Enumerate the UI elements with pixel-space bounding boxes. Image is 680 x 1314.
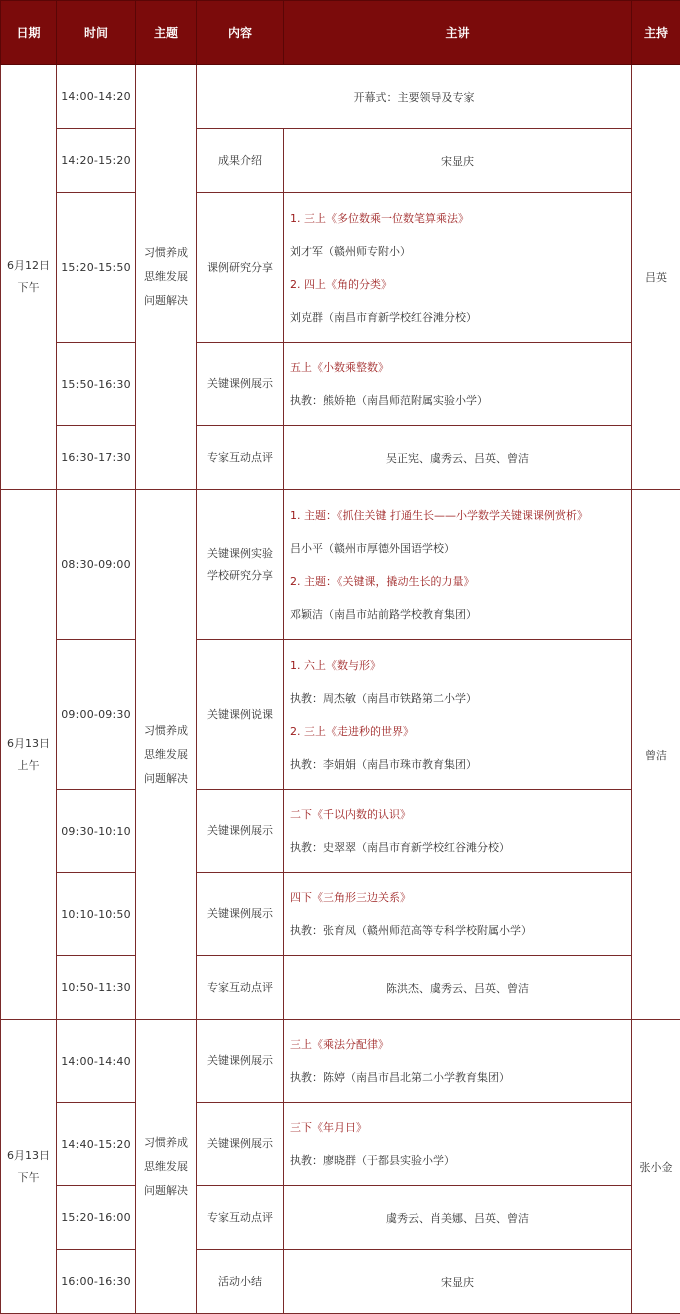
- table-row: [1, 640, 680, 790]
- header-speaker: 主讲: [284, 1, 632, 65]
- time-cell: 15:20-16:00: [57, 1186, 136, 1250]
- session-period: 下午: [17, 281, 40, 294]
- schedule-body: [1, 65, 680, 1314]
- theme-cell: [136, 490, 197, 1020]
- table-row: [1, 873, 680, 956]
- content-cell: [197, 129, 284, 193]
- theme-line: 问题解决: [144, 1183, 188, 1197]
- table-row: [1, 65, 680, 129]
- header-content: 内容: [197, 1, 284, 65]
- time-cell: 08:30-09:00: [57, 490, 136, 640]
- lesson-title: 五上《小数乘整数》: [290, 361, 389, 374]
- date-cell: [1, 1020, 57, 1314]
- lesson-teacher: 执教：熊娇艳（南昌师范附属实验小学）: [290, 394, 488, 407]
- content-line: 成果介绍: [218, 153, 262, 167]
- time-cell: 09:30-10:10: [57, 790, 136, 873]
- lesson-title: 2. 三上《走进秒的世界》: [290, 724, 414, 738]
- speaker-cell: [284, 790, 632, 873]
- content-line: 专家互动点评: [207, 980, 273, 994]
- time-cell: 15:50-16:30: [57, 343, 136, 426]
- table-row: [1, 1020, 680, 1103]
- table-row: [1, 1103, 680, 1186]
- theme-cell: [136, 1020, 197, 1314]
- speaker-cell: [284, 873, 632, 956]
- theme-line: 习惯养成: [144, 246, 188, 259]
- session-date: 6月13日: [7, 736, 50, 750]
- content-line: 活动小结: [218, 1274, 262, 1288]
- speaker-cell: 陈洪杰、虞秀云、吕英、曾洁: [284, 956, 632, 1020]
- content-cell: [197, 1250, 284, 1314]
- content-line: 专家互动点评: [207, 1210, 273, 1224]
- time-cell: 16:00-16:30: [57, 1250, 136, 1314]
- session-period: 上午: [17, 758, 40, 772]
- lesson-teacher: 执教：史翠翠（南昌市育新学校红谷滩分校）: [290, 841, 510, 854]
- time-cell: 10:10-10:50: [57, 873, 136, 956]
- theme-cell: [136, 65, 197, 490]
- lesson-teacher: 执教：周杰敏（南昌市铁路第二小学）: [290, 691, 477, 705]
- lesson-title: 1. 六上《数与形》: [290, 658, 381, 672]
- lesson-title: 1. 三上《多位数乘一位数笔算乘法》: [290, 211, 469, 225]
- table-row: [1, 343, 680, 426]
- content-line: 关键课例说课: [207, 707, 273, 721]
- header-row: [1, 1, 680, 65]
- header-time: 时间: [57, 1, 136, 65]
- content-cell: [197, 1103, 284, 1186]
- theme-line: 问题解决: [144, 294, 188, 307]
- lesson-teacher: 执教：廖晓群（于都县实验小学）: [290, 1154, 455, 1167]
- time-cell: 16:30-17:30: [57, 426, 136, 490]
- table-row: [1, 956, 680, 1020]
- content-cell: [197, 640, 284, 790]
- speaker-cell: 吴正宪、虞秀云、吕英、曾洁: [284, 426, 632, 490]
- time-cell: 14:40-15:20: [57, 1103, 136, 1186]
- host-cell: 吕英: [632, 65, 680, 490]
- theme-line: 思维发展: [144, 747, 188, 761]
- content-line: 专家互动点评: [207, 450, 273, 464]
- time-cell: 10:50-11:30: [57, 956, 136, 1020]
- time-cell: 09:00-09:30: [57, 640, 136, 790]
- theme-line: 习惯养成: [144, 1135, 188, 1149]
- speaker-cell: [284, 343, 632, 426]
- speaker-cell: 宋显庆: [284, 1250, 632, 1314]
- speaker-cell: [284, 490, 632, 640]
- lesson-teacher: 刘克群（南昌市育新学校红谷滩分校）: [290, 310, 477, 324]
- lesson-teacher: 执教：李娟娟（南昌市珠市教育集团）: [290, 757, 477, 771]
- session-date: 6月13日: [7, 1148, 50, 1162]
- time-cell: 14:20-15:20: [57, 129, 136, 193]
- content-line: 关键课例展示: [207, 1137, 273, 1150]
- theme-line: 思维发展: [144, 270, 188, 283]
- content-line: 课例研究分享: [207, 260, 273, 274]
- content-cell: [197, 1186, 284, 1250]
- speaker-cell: [284, 193, 632, 343]
- lesson-teacher: 刘才军（赣州师专附小）: [290, 244, 411, 258]
- lesson-teacher: 执教：张育凤（赣州师范高等专科学校附属小学）: [290, 924, 532, 937]
- lesson-title: 2. 主题：《关键课，撬动生长的力量》: [290, 574, 475, 588]
- content-cell: [197, 790, 284, 873]
- lesson-title: 四下《三角形三边关系》: [290, 891, 411, 904]
- time-cell: 14:00-14:20: [57, 65, 136, 129]
- table-row: [1, 426, 680, 490]
- speaker-cell: 虞秀云、肖美娜、吕英、曾洁: [284, 1186, 632, 1250]
- lesson-title: 二下《千以内数的认识》: [290, 808, 411, 821]
- lesson-teacher: 邓颖洁（南昌市站前路学校教育集团）: [290, 607, 477, 621]
- host-cell: 张小金: [632, 1020, 680, 1314]
- content-line: 关键课例展示: [207, 1054, 273, 1067]
- theme-line: 习惯养成: [144, 723, 188, 737]
- table-row: [1, 193, 680, 343]
- session-period: 下午: [17, 1170, 40, 1184]
- content-line: 关键课例展示: [207, 907, 273, 920]
- lesson-teacher: 吕小平（赣州市厚德外国语学校）: [290, 541, 455, 555]
- content-line: 关键课例展示: [207, 824, 273, 837]
- date-cell: [1, 65, 57, 490]
- header-theme: 主题: [136, 1, 197, 65]
- content-cell: [197, 426, 284, 490]
- merged-cell: 开幕式：主要领导及专家: [197, 65, 632, 129]
- content-cell: [197, 343, 284, 426]
- content-line: 关键课例实验: [207, 546, 273, 560]
- speaker-cell: [284, 640, 632, 790]
- time-cell: 15:20-15:50: [57, 193, 136, 343]
- table-row: [1, 1250, 680, 1314]
- header-host: 主持: [632, 1, 680, 65]
- table-row: [1, 490, 680, 640]
- lesson-teacher: 执教：陈婷（南昌市昌北第二小学教育集团）: [290, 1071, 510, 1084]
- session-date: 6月12日: [7, 259, 50, 272]
- time-cell: 14:00-14:40: [57, 1020, 136, 1103]
- content-line: 关键课例展示: [207, 377, 273, 390]
- host-cell: 曾洁: [632, 490, 680, 1020]
- speaker-cell: 宋显庆: [284, 129, 632, 193]
- content-cell: [197, 490, 284, 640]
- theme-line: 思维发展: [144, 1159, 188, 1173]
- speaker-cell: [284, 1020, 632, 1103]
- lesson-title: 2. 四上《角的分类》: [290, 277, 392, 291]
- table-row: [1, 790, 680, 873]
- table-row: [1, 1186, 680, 1250]
- theme-line: 问题解决: [144, 771, 188, 785]
- header-date: 日期: [1, 1, 57, 65]
- date-cell: [1, 490, 57, 1020]
- content-cell: [197, 873, 284, 956]
- speaker-cell: [284, 1103, 632, 1186]
- content-line: 学校研究分享: [207, 568, 273, 582]
- table-row: [1, 129, 680, 193]
- lesson-title: 1. 主题：《抓住关键 打通生长——小学数学关键课课例赏析》: [290, 508, 588, 522]
- content-cell: [197, 1020, 284, 1103]
- lesson-title: 三上《乘法分配律》: [290, 1038, 389, 1051]
- content-cell: [197, 193, 284, 343]
- content-cell: [197, 956, 284, 1020]
- lesson-title: 三下《年月日》: [290, 1121, 367, 1134]
